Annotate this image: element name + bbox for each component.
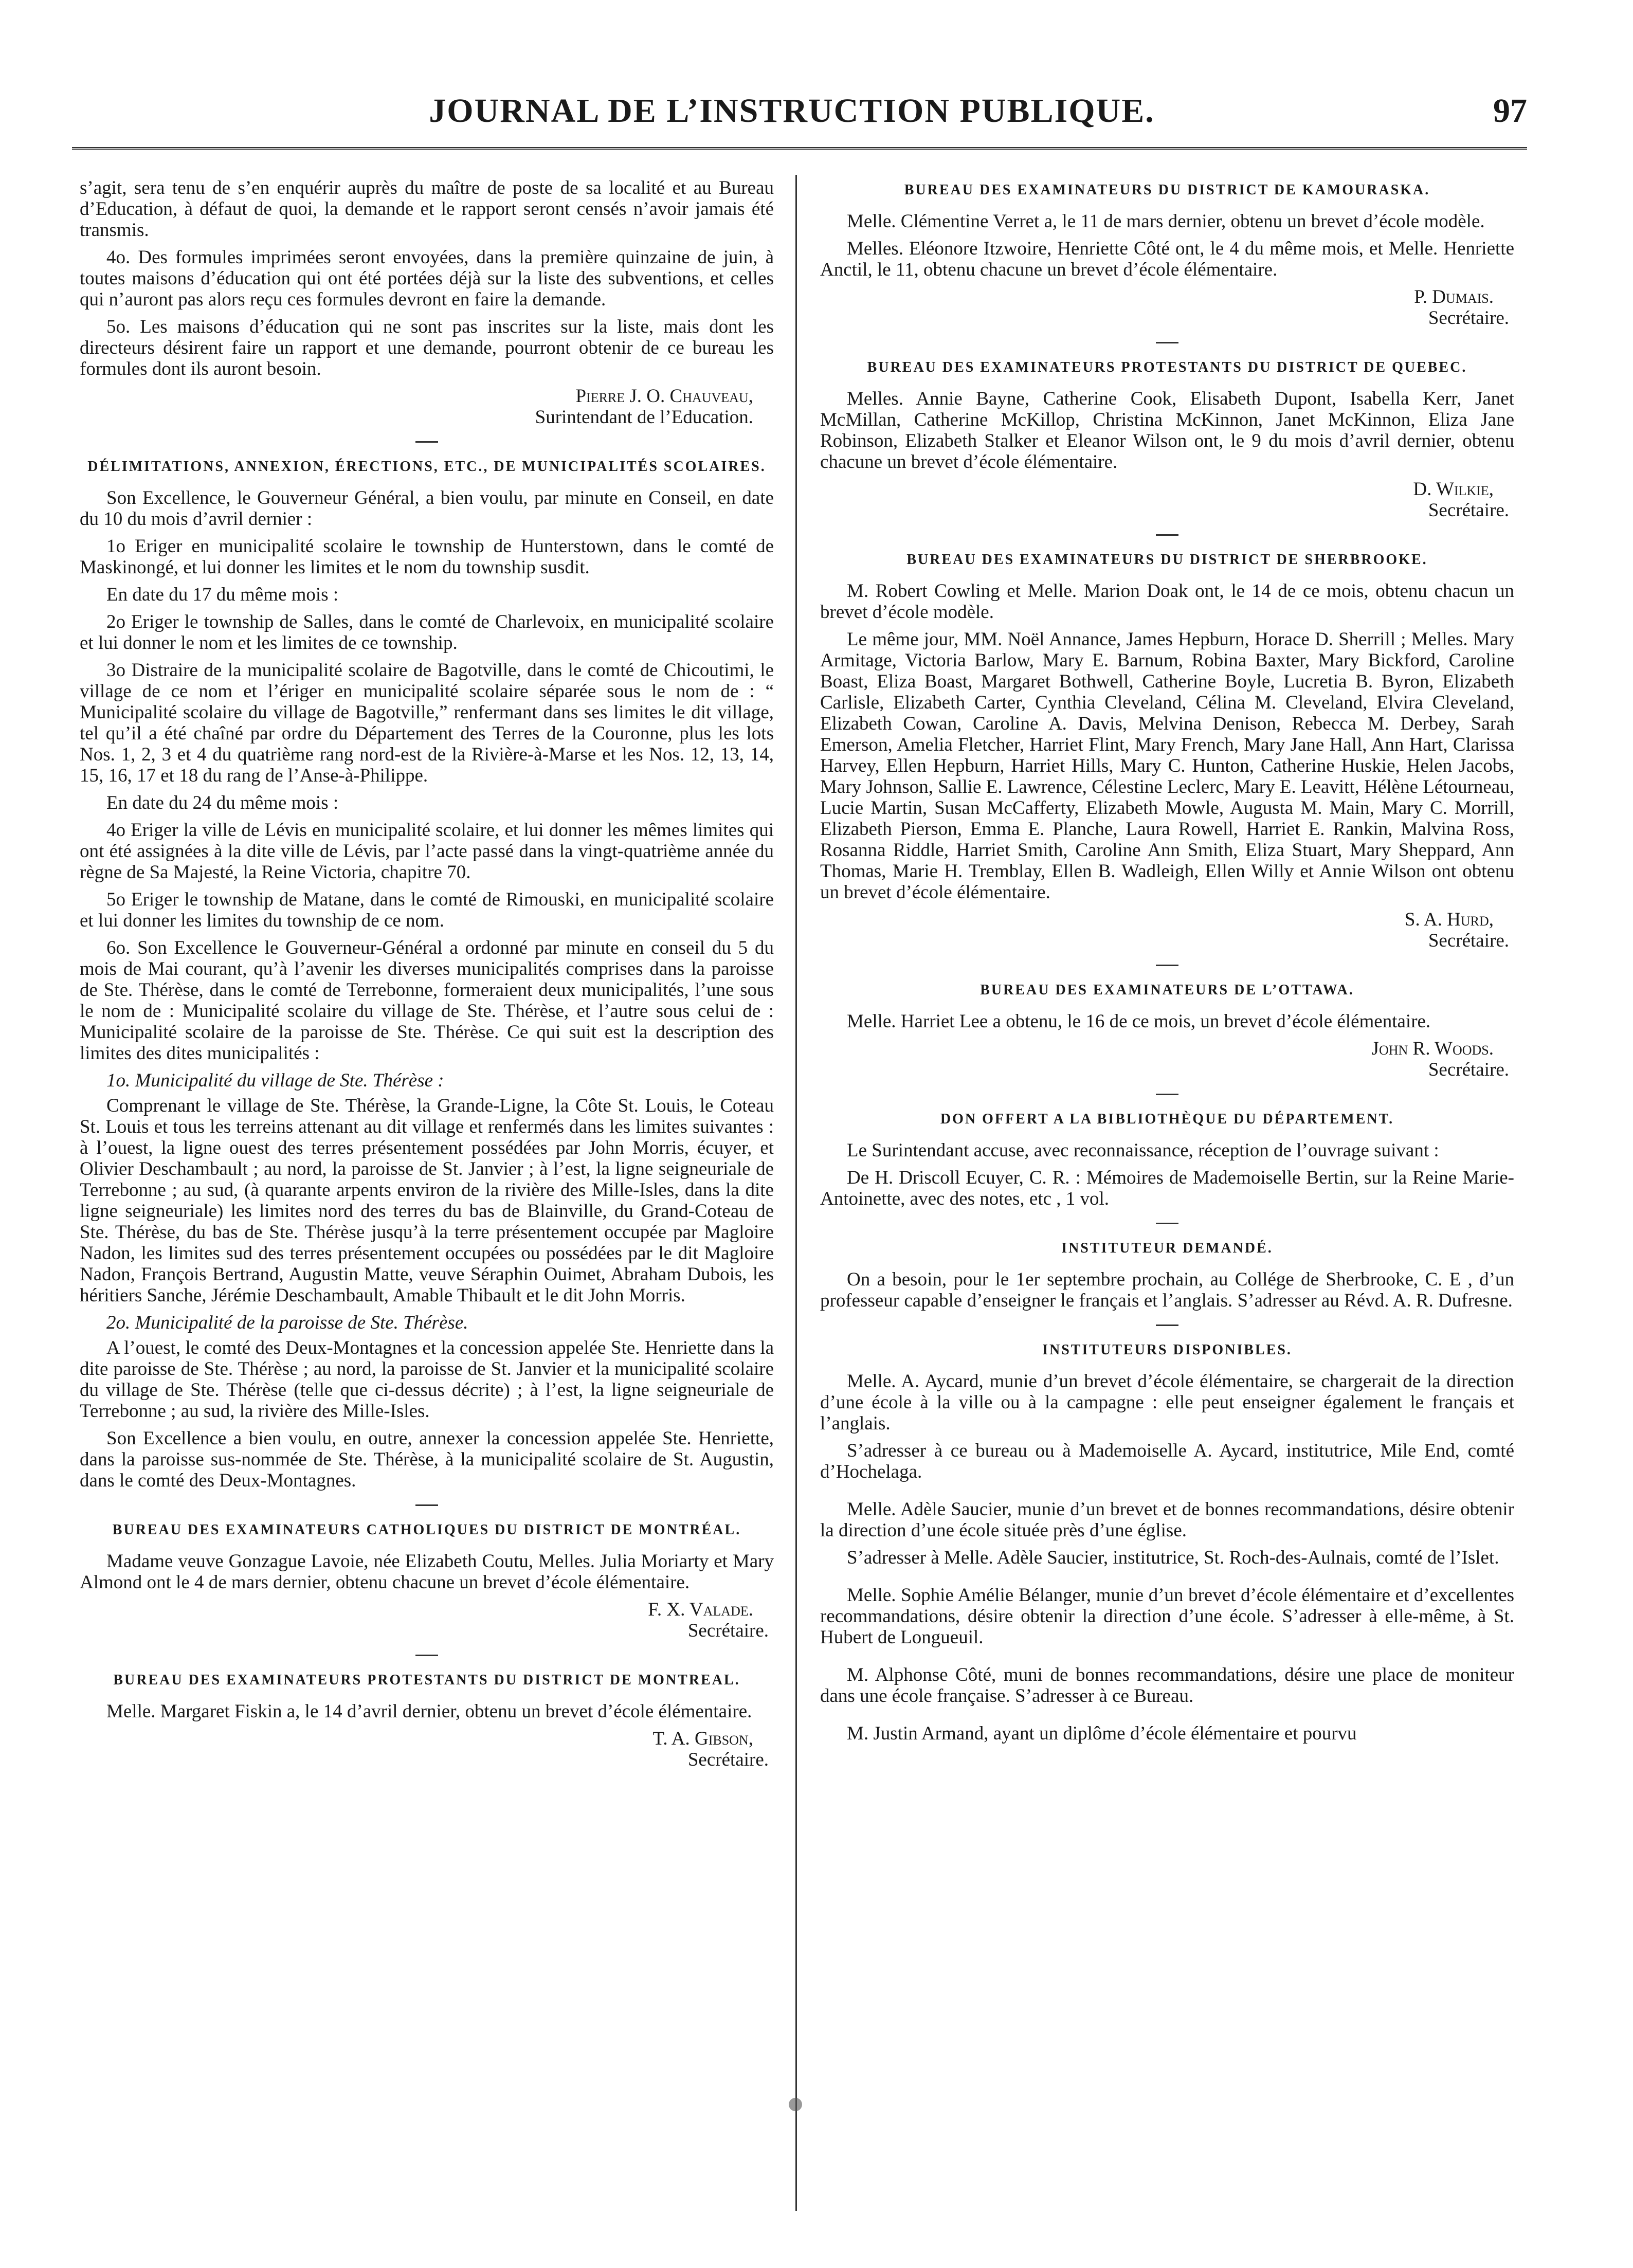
- paragraph: Son Excellence a bien voulu, en outre, annexer la concession appelée Ste. Henriette, dans la paroisse sus-nommée de Ste. Thérèse, à la municipalité scolaire de St. Augustin, dans le comté des Deux-Montagnes.: [80, 1428, 774, 1491]
- paragraph: De H. Driscoll Ecuyer, C. R. : Mémoires de Mademoiselle Bertin, sur la Reine Marie-Antoinette, avec des notes, etc , 1 vol.: [820, 1167, 1514, 1209]
- signature-name: D. Wilkie,: [1413, 479, 1494, 500]
- paragraph: Comprenant le village de Ste. Thérèse, la Grande-Ligne, la Côte St. Louis, le Coteau St. Louis et tous les terreins attenant au dit village et renfermés dans les limites suivantes : à l’ouest, la ligne ouest des terres présentement possédées par John Morris, écuyer, et Olivier Deschambault ; au nord, la paroisse de St. Janvier ; à l’est, la ligne seigneuriale de Terrebonne ; au sud, (à quarante arpents environ de la rivière des Mille-Isles, dans la dite ligne seigneuriale) les limites nord des terres du bas de Blainville, du Grand-Coteau de Ste. Thérèse, du bas de Ste. Thérèse jusqu’à la terre présentement occupée par Magloire Nadon, les limites sud des terres présentement occupées ou possédées par le dit Magloire Nadon, François Bertrand, Augustin Matte, veuve Séraphin Ouimet, Abraham Dubois, les héritiers Sanche, Jérémie Deschambault, Amable Thibault et le dit John Morris.: [80, 1095, 774, 1306]
- column-divider: [795, 175, 797, 2211]
- paragraph: M. Robert Cowling et Melle. Marion Doak ont, le 14 de ce mois, obtenu chacun un brevet d’école modèle.: [820, 580, 1514, 623]
- paragraph: Melles. Annie Bayne, Catherine Cook, Elisabeth Dupont, Isabella Kerr, Janet McMillan, Catherine McKillop, Christina McKinnon, Janet McKinnon, Eliza Jane Robinson, Elizabeth Stalker et Eleanor Wilson ont, le 9 du mois d’avril dernier, obtenu chacune un brevet d’école élémentaire.: [820, 388, 1514, 473]
- section-heading: BUREAU DES EXAMINATEURS PROTESTANTS DU DISTRICT DE MONTREAL.: [113, 1672, 740, 1688]
- paragraph: 4o Eriger la ville de Lévis en municipalité scolaire, et lui donner les mêmes limites qui ont été assignées à la dite ville de Lévis, par l’acte passé dans la vingt-quatrième année du règne de Sa Majesté, la Reine Victoria, chapitre 70.: [80, 820, 774, 883]
- section-rule: [1156, 1324, 1178, 1326]
- section-rule: [1156, 1094, 1178, 1095]
- section-rule: [415, 1655, 438, 1656]
- signature-role: Secrétaire.: [687, 1620, 769, 1641]
- signature-role: Surintendant de l’Education.: [535, 407, 753, 428]
- header-rule: [72, 147, 1527, 150]
- section-rule: [415, 1504, 438, 1506]
- signature-role: Secrétaire.: [1428, 930, 1509, 951]
- paragraph: Melle. Margaret Fiskin a, le 14 d’avril dernier, obtenu un brevet d’école élémentaire.: [106, 1701, 752, 1722]
- signature-name: John R. Woods.: [1371, 1038, 1494, 1059]
- section-heading: BUREAU DES EXAMINATEURS DE L’OTTAWA.: [980, 982, 1354, 998]
- paragraph: Le même jour, MM. Noël Annance, James Hepburn, Horace D. Sherrill ; Melles. Mary Armitage, Victoria Barlow, Mary E. Barnum, Robina Baxter, Mary Bickford, Caroline Boast, Eliza Boast, Margaret Bothwell, Catherine Boyle, Lucretia B. Byron, Elizabeth Carlisle, Elizabeth Carter, Cynthia Cleveland, Célina M. Cleveland, Elvira Cleveland, Elizabeth Cowan, Caroline A. Davis, Melvina Denison, Rebecca M. Derbey, Sarah Emerson, Amelia Fletcher, Harriet Flint, Mary French, Mary Jane Hall, Ann Hart, Clarissa Harvey, Ellen Hepburn, Harriet Hills, Mary C. Hunton, Catherine Huskie, Helen Jacobs, Mary Johnson, Sallie E. Lawrence, Célestine Leclerc, Mary E. Leavitt, Hélène Létourneau, Lucie Martin, Susan McCafferty, Elizabeth Mowle, Augusta M. Main, Mary C. Morrill, Elizabeth Pierson, Emma E. Planche, Laura Rowell, Harriet E. Rankin, Malvina Ross, Rosanna Riddle, Harriet Smith, Caroline Ann Smith, Eliza Stuart, Mary Sheppard, Ann Thomas, Marie H. Tremblay, Ellen B. Wadleigh, Ellen Willy et Annie Wilson ont obtenu un brevet d’école élémentaire.: [820, 629, 1514, 903]
- paragraph: On a besoin, pour le 1er septembre prochain, au Collége de Sherbrooke, C. E , d’un professeur capable d’enseigner le français et l’anglais. S’adresser au Révd. A. R. Dufresne.: [820, 1269, 1514, 1311]
- paragraph: M. Justin Armand, ayant un diplôme d’école élémentaire et pourvu: [847, 1723, 1357, 1744]
- page-number: 97: [1493, 92, 1527, 130]
- spacer: [820, 1654, 1514, 1664]
- running-title: JOURNAL DE L’INSTRUCTION PUBLIQUE.: [429, 92, 1155, 130]
- paragraph: A l’ouest, le comté des Deux-Montagnes et la concession appelée Ste. Henriette dans la dite paroisse de Ste. Thérèse ; au nord, la paroisse de St. Janvier et la municipalité scolaire du village de Ste. Thérèse (telle que ci-dessus décrite) ; à l’est, la ligne seigneuriale de Terrebonne ; au sud, la rivière des Mille-Isles.: [80, 1337, 774, 1422]
- section-rule: [1156, 965, 1178, 966]
- section-heading: DON OFFERT A LA BIBLIOTHÈQUE DU DÉPARTEMENT.: [940, 1111, 1394, 1127]
- right-column: [820, 177, 1514, 1750]
- section-rule: [415, 441, 438, 443]
- left-column: [80, 177, 774, 1777]
- paragraph: Melle. Clémentine Verret a, le 11 de mars dernier, obtenu un brevet d’école modèle.: [847, 211, 1485, 232]
- paragraph: Madame veuve Gonzague Lavoie, née Elizabeth Coutu, Melles. Julia Moriarty et Mary Almond ont le 4 de mars dernier, obtenu chacune un brevet d’école élémentaire.: [80, 1551, 774, 1593]
- section-heading: BUREAU DES EXAMINATEURS CATHOLIQUES DU DISTRICT DE MONTRÉAL.: [112, 1522, 741, 1538]
- paragraph: S’adresser à ce bureau ou à Mademoiselle A. Aycard, institutrice, Mile End, comté d’Hochelaga.: [820, 1440, 1514, 1482]
- signature-role: Secrétaire.: [1428, 500, 1509, 521]
- signature-name: S. A. Hurd,: [1404, 909, 1494, 930]
- spacer: [820, 1489, 1514, 1499]
- section-heading: DÉLIMITATIONS, ANNEXION, ÉRECTIONS, ETC., DE MUNICIPALITÉS SCOLAIRES.: [87, 459, 766, 475]
- paragraph: Son Excellence, le Gouverneur Général, a bien voulu, par minute en Conseil, en date du 10 du mois d’avril dernier :: [80, 487, 774, 530]
- paragraph: 1o Eriger en municipalité scolaire le township de Hunterstown, dans le comté de Maskinongé, et lui donner les limites et le nom du township susdit.: [80, 536, 774, 578]
- section-heading: INSTITUTEURS DISPONIBLES.: [1042, 1342, 1292, 1358]
- paragraph: 3o Distraire de la municipalité scolaire de Bagotville, dans le comté de Chicoutimi, le village de ce nom et l’ériger en municipalité scolaire séparée sous le nom de : “ Municipalité scolaire du village de Bagotville,” renfermant dans ses limites le dit village, tel qu’il a été chaîné par ordre du Département des Terres de la Couronne, plus les lots Nos. 1, 2, 3 et 4 du quatrième rang nord-est de la Rivière-à-Marse et les Nos. 12, 13, 14, 15, 16, 17 et 18 du rang de l’Anse-à-Philippe.: [80, 660, 774, 786]
- signature-role: Secrétaire.: [687, 1749, 769, 1770]
- section-heading: BUREAU DES EXAMINATEURS PROTESTANTS DU DISTRICT DE QUEBEC.: [867, 359, 1467, 375]
- section-heading: BUREAU DES EXAMINATEURS DU DISTRICT DE SHERBROOKE.: [906, 552, 1428, 568]
- paragraph: En date du 24 du même mois :: [106, 792, 339, 813]
- ink-blot: [789, 2098, 802, 2111]
- paragraph: Le Surintendant accuse, avec reconnaissance, réception de l’ouvrage suivant :: [847, 1140, 1439, 1161]
- page-header: [72, 92, 1527, 148]
- list-heading: 2o. Municipalité de la paroisse de Ste. Thérèse.: [106, 1312, 468, 1333]
- signature-name: Pierre J. O. Chauveau,: [575, 386, 753, 407]
- spacer: [820, 1713, 1514, 1723]
- section-rule: [1156, 342, 1178, 343]
- paragraph: Melle. Harriet Lee a obtenu, le 16 de ce mois, un brevet d’école élémentaire.: [847, 1011, 1431, 1032]
- section-heading: BUREAU DES EXAMINATEURS DU DISTRICT DE KAMOURASKA.: [904, 182, 1430, 198]
- paragraph: Melles. Eléonore Itzwoire, Henriette Côté ont, le 4 du même mois, et Melle. Henriette Anctil, le 11, obtenu chacune un brevet d’école élémentaire.: [820, 238, 1514, 280]
- section-rule: [1156, 534, 1178, 536]
- paragraph: Melle. A. Aycard, munie d’un brevet d’école élémentaire, se chargerait de la direction d’une école à la ville ou à la campagne : elle peut enseigner également le français et l’anglais.: [820, 1371, 1514, 1434]
- signature-name: T. A. Gibson,: [652, 1728, 753, 1749]
- signature-role: Secrétaire.: [1428, 307, 1509, 329]
- paragraph: Melle. Adèle Saucier, munie d’un brevet et de bonnes recommandations, désire obtenir la direction d’une école située près d’une église.: [820, 1499, 1514, 1541]
- paragraph: 6o. Son Excellence le Gouverneur-Général a ordonné par minute en conseil du 5 du mois de Mai courant, qu’à l’avenir les diverses municipalités comprises dans la paroisse de Ste. Thérèse, dans le comté de Terrebonne, formeraient deux municipalités, l’une sous le nom de : Municipalité scolaire du village de Ste. Thérèse, et l’autre sous celui de : Municipalité scolaire de la paroisse de Ste. Thérèse. Ce qui suit est la description des limites des dites municipalités :: [80, 937, 774, 1064]
- paragraph: 2o Eriger le township de Salles, dans le comté de Charlevoix, en municipalité scolaire et lui donner le nom et les limites de ce township.: [80, 611, 774, 654]
- paragraph: 5o. Les maisons d’éducation qui ne sont pas inscrites sur la liste, mais dont les directeurs désirent faire un rapport et une demande, pourront obtenir de ce bureau les formules dont ils auront besoin.: [80, 316, 774, 379]
- paragraph: s’agi⁠t, sera tenu de s’en enquérir auprès du maître de poste de sa localité et au Bureau d’Education, à défaut de quoi, la demande et le rapport seront censés n’avoir jamais été transmis.: [80, 177, 774, 241]
- paragraph: 5o Eriger le township de Matane, dans le comté de Rimouski, en municipalité scolaire et lui donner les limites du township de ce nom.: [80, 889, 774, 931]
- spacer: [820, 1574, 1514, 1585]
- paragraph: S’adresser à Melle. Adèle Saucier, institutrice, St. Roch-des-Aulnais, comté de l’Islet.: [847, 1547, 1499, 1568]
- section-heading: INSTITUTEUR DEMANDÉ.: [1061, 1240, 1273, 1256]
- section-rule: [1156, 1223, 1178, 1224]
- list-heading: 1o. Municipalité du village de Ste. Thérèse :: [106, 1070, 444, 1091]
- paragraph: M. Alphonse Côté, muni de bonnes recommandations, désire une place de moniteur dans une école française. S’adresser à ce Bureau.: [820, 1664, 1514, 1707]
- paragraph: En date du 17 du même mois :: [106, 584, 339, 605]
- paragraph: Melle. Sophie Amélie Bélanger, munie d’un brevet d’école élémentaire et d’excellentes recommandations, désire obtenir la direction d’une école. S’adresser à elle-même, à St. Hubert de Longueuil.: [820, 1585, 1514, 1648]
- signature-name: F. X. Valade.: [648, 1599, 753, 1620]
- paragraph: 4o. Des formules imprimées seront envoyées, dans la première quinzaine de juin, à toutes maisons d’éducation qui ont été portées déjà sur la liste des subventions, et celles qui n’auront pas alors reçu ces formules devront en faire la demande.: [80, 247, 774, 310]
- signature-role: Secrétaire.: [1428, 1059, 1509, 1080]
- signature-name: P. Dumais.: [1414, 286, 1494, 307]
